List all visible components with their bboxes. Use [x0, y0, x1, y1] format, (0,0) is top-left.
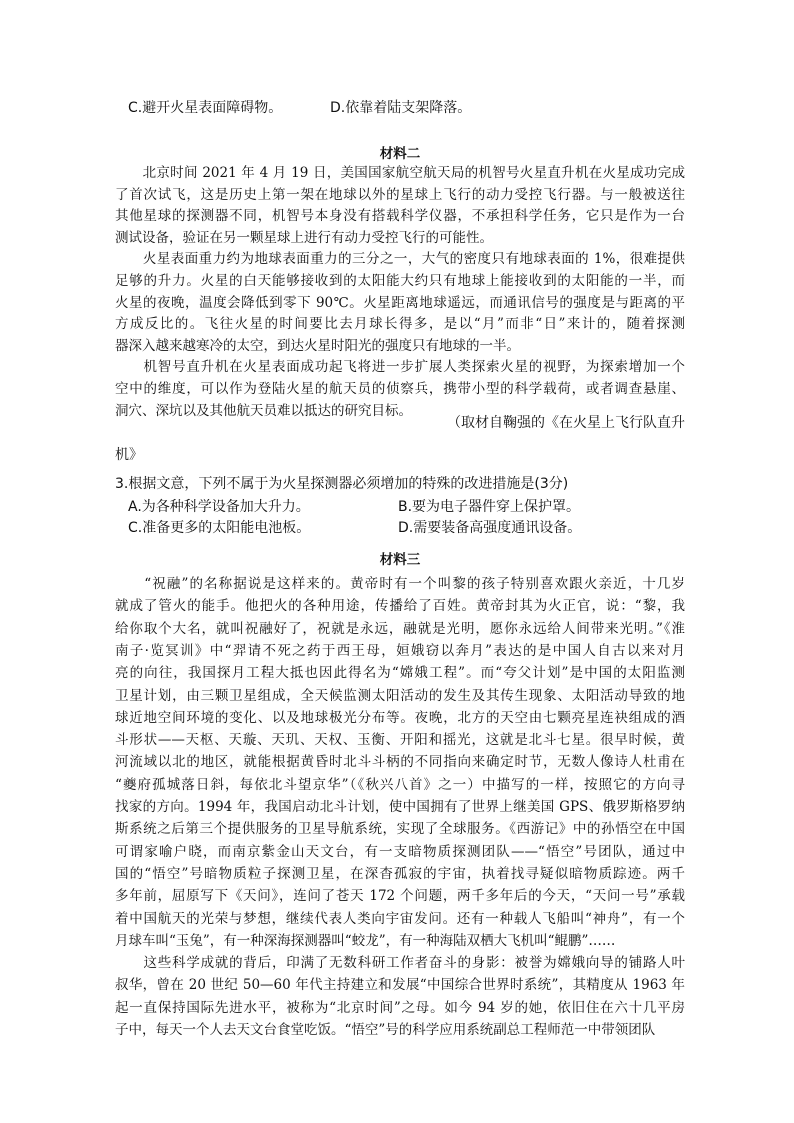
- option-a: A.为各种科学设备加大升力。: [128, 499, 310, 515]
- text-line: 着中国航天的光荣与梦想，继续代表人类向宇宙发问。还有一种载人飞船叫“神舟”，有一个: [115, 910, 685, 927]
- text-line: 火星的夜晚，温度会降低到零下 90℃。火星距离地球遥远，而通讯信号的强度是与距离的平: [115, 294, 685, 311]
- text-line: 月球车叫“玉兔”，有一种深海探测器叫“蛟龙”，有一种海陆双栖大飞机叫“鲲鹏”……: [115, 932, 616, 949]
- text-line: 这些科学成就的背后，印满了无数科研工作者奋斗的身影：被誉为嫦娥向导的铺路人叶: [115, 955, 685, 972]
- text-line: 火星表面重力约为地球表面重力的三分之一，大气的密度只有地球表面的 1%，很难提供: [115, 251, 685, 268]
- text-line: 可谓家喻户晓，而南京紫金山天文台，有一支暗物质探测团队——“悟空”号团队，通过中: [115, 843, 685, 860]
- text-line: 多年前，屈原写下《天问》，连问了苍天 172 个问题，两千多年后的今天，“天问一号”承载: [115, 888, 685, 905]
- text-line: 足够的升力。火星的白天能够接收到的太阳能大约只有地球上能接收到的太阳能的一半，而: [115, 273, 685, 289]
- material2-source: （取材自鞠强的《在火星上飞行队直升: [447, 415, 685, 431]
- text-line: 测试设备，验证在另一颗星球上进行有动力受控飞行的可能性。: [115, 229, 493, 246]
- option-d-prev: D.依靠着陆支架降落。: [330, 100, 472, 116]
- text-line: 子中，每天一个人去天文台食堂吃饭。“悟空”号的科学应用系统副总工程师范一中带领团队: [115, 1022, 656, 1038]
- text-line: 叔华，曾在 20 世纪 50—60 年代主持建立和发展“中国综合世界时系统”，其精度从 1963 年: [115, 977, 685, 994]
- text-line: 给你取个大名，就叫祝融好了，祝就是永远，融就是光明，愿你永远给人间带来光明。”《淮: [115, 620, 685, 637]
- text-line: 其他星球的探测器不同，机智号本身没有搭载科学仪器，不承担科学任务，它只是作为一台: [115, 208, 685, 225]
- material3-heading: 材料三: [379, 552, 421, 568]
- material2-heading: 材料二: [379, 146, 421, 162]
- text-line: 方成反比的。飞往火星的时间要比去月球长得多，是以“月”而非“日”来计的，随着探测: [115, 316, 685, 333]
- option-c-prev: C.避开火星表面障碍物。: [128, 100, 283, 116]
- text-line: 空中的维度，可以作为登陆火星的航天员的侦察兵，携带小型的科学载荷，或者调查悬崖、: [115, 381, 685, 397]
- text-line: 斯系统之后第三个提供服务的卫星导航系统，实现了全球服务。《西游记》中的孙悟空在中国: [115, 821, 685, 838]
- text-line: 机智号直升机在火星表面成功起飞将进一步扩展人类探索火星的视野，为探索增加一个: [115, 359, 685, 376]
- question3-stem: 3.根据文意，下列不属于为火星探测器必须增加的特殊的改进措施是(3分): [115, 476, 569, 492]
- text-line: 洞穴、深坑以及其他航天员难以抵达的研究目标。: [115, 402, 412, 419]
- material2-source-end: 机》: [115, 447, 143, 463]
- text-line: 南子·览冥训》中“羿请不死之药于西王母，姮娥窃以奔月”表达的是中国人自古以来对月: [115, 642, 685, 659]
- text-line: 亮的向往，我国探月工程大抵也因此得名为“嫦娥工程”。而“夸父计划”是中国的太阳监测: [115, 665, 685, 682]
- text-line: 了首次试飞，这是历史上第一架在地球以外的星球上飞行的动力受控飞行器。与一般被送往: [115, 186, 685, 203]
- option-d: D.需要装备高强度通讯设备。: [398, 520, 582, 536]
- text-line: 河流域以北的地区，就能根据黄昏时北斗斗柄的不同指向来确定时节，无数人像诗人杜甫在: [115, 754, 685, 771]
- text-line: 找家的方向。1994 年，我国启动北斗计划，使中国拥有了世界上继美国 GPS、俄罗斯格罗纳: [115, 799, 685, 815]
- text-line: “祝融”的名称据说是这样来的。黄帝时有一个叫黎的孩子特别喜欢跟火亲近，十几岁: [115, 576, 685, 592]
- text-line: 球近地空间环境的变化、以及地球极光分布等。夜晚，北方的天空由七颗亮星连袂组成的酒: [115, 709, 685, 726]
- text-line: “夔府孤城落日斜，每依北斗望京华”（《秋兴八首》之一）中描写的一样，按照它的方向寻: [115, 776, 685, 793]
- text-line: 国的“悟空”号暗物质粒子探测卫星，在深杳孤寂的宇宙，执着找寻疑似暗物质踪迹。两千: [115, 865, 685, 882]
- text-line: 就成了管火的能手。他把火的各种用途，传播给了百姓。黄帝封其为火正官，说：“黎，我: [115, 598, 685, 615]
- text-line: 起一直保持国际先进水平，被称为“北京时间”之母。如今 94 岁的她，依旧住在六十几平房: [115, 999, 685, 1016]
- text-line: 器深入越来越寒冷的太空，到达火星时阳光的强度只有地球的一半。: [115, 337, 520, 354]
- option-c: C.准备更多的太阳能电池板。: [128, 520, 311, 536]
- text-line: 卫星计划，由三颗卫星组成，全天候监测太阳活动的发生及其传生现象、太阳活动导致的地: [115, 687, 685, 704]
- text-line: 斗形状——天枢、天璇、天玑、天权、玉衡、开阳和摇光，这就是北斗七星。很早时候，黄: [115, 732, 685, 749]
- text-line: 北京时间 2021 年 4 月 19 日，美国国家航空航天局的机智号火星直升机在火星成功完成: [115, 165, 685, 181]
- option-b: B.要为电子器件穿上保护罩。: [398, 499, 581, 515]
